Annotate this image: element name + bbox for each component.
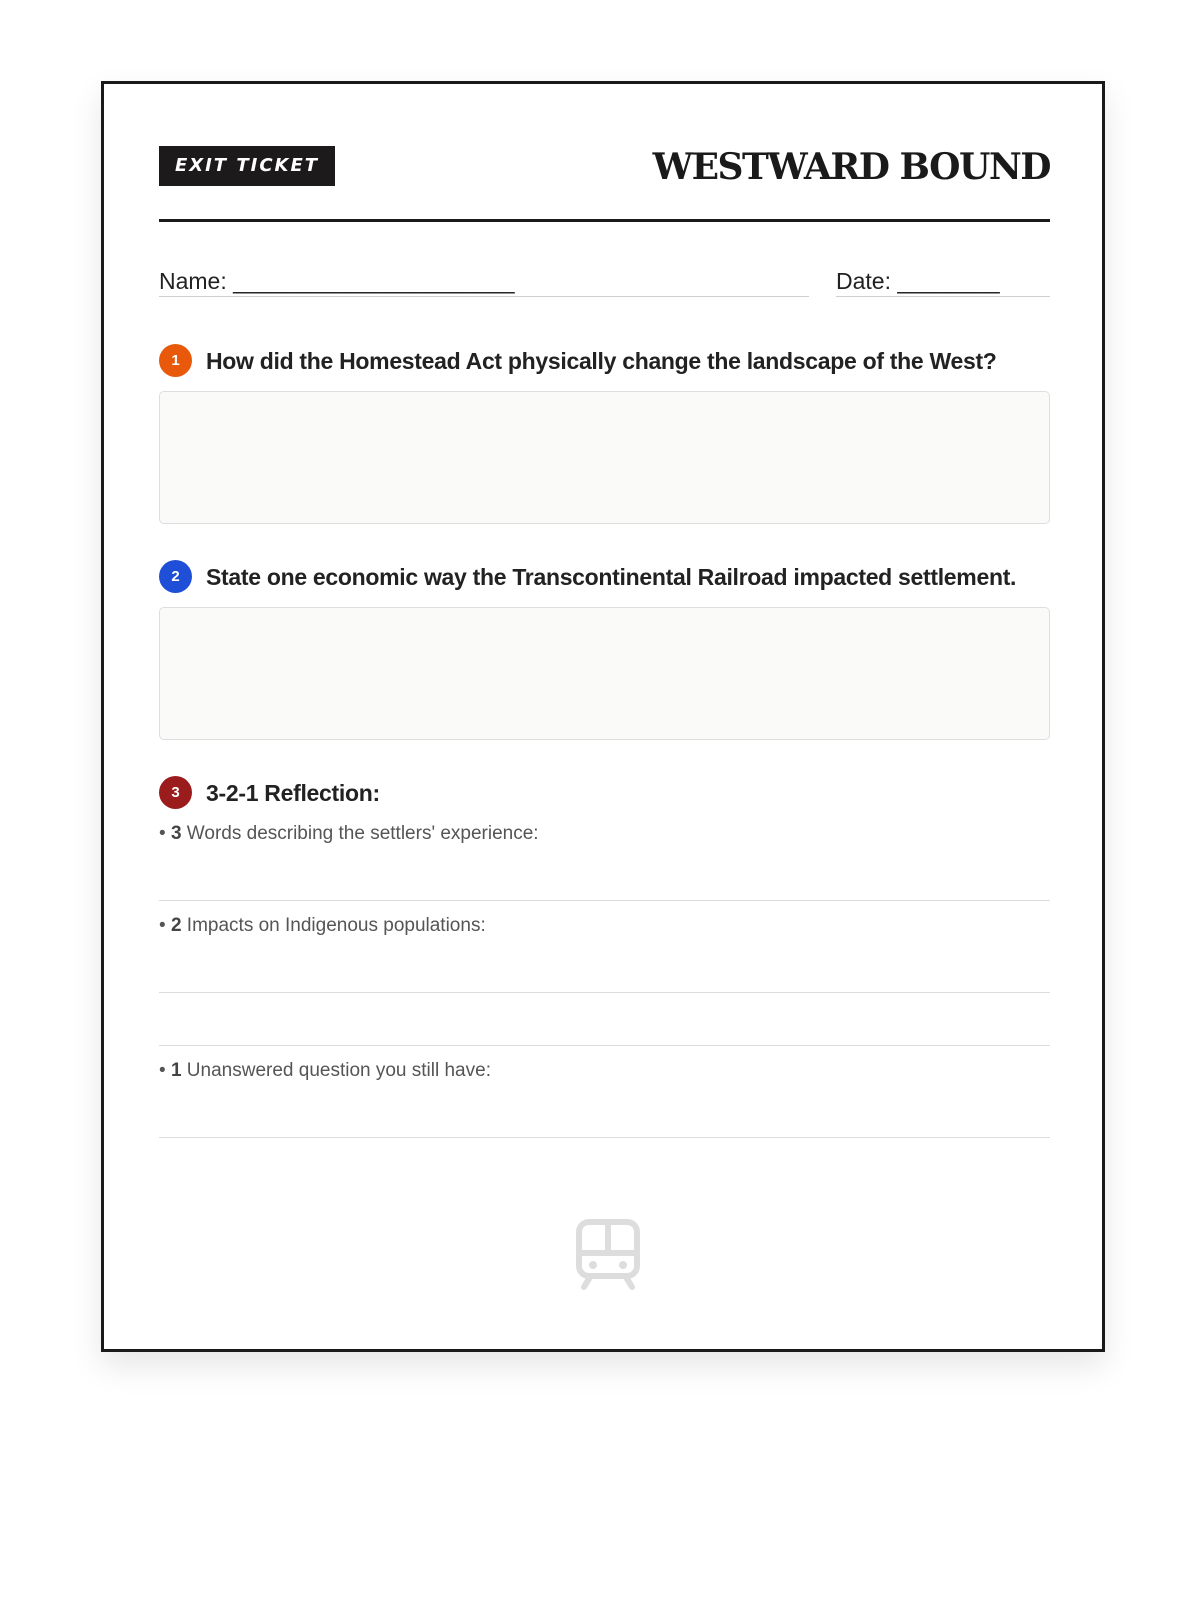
bullet: • <box>159 915 166 936</box>
header <box>159 146 1050 196</box>
page-title: WESTWARD BOUND <box>652 146 1050 188</box>
reflection-text: Unanswered question you still have: <box>186 1060 491 1081</box>
reflection-count: 3 <box>170 823 182 844</box>
question-number-badge: 3 <box>159 776 192 809</box>
answer-line[interactable] <box>159 900 1050 901</box>
answer-box-2[interactable] <box>159 607 1050 740</box>
reflection-text: Impacts on Indigenous populations: <box>186 915 486 936</box>
bullet: • <box>159 823 166 844</box>
question-number-badge: 1 <box>159 344 192 377</box>
answer-box-1[interactable] <box>159 391 1050 524</box>
answer-line[interactable] <box>159 1137 1050 1138</box>
question-3 <box>159 776 1050 810</box>
reflection-prompt-3 <box>159 820 1050 848</box>
answer-line[interactable] <box>159 1045 1050 1046</box>
reflection-count: 1 <box>170 1060 182 1081</box>
bullet: • <box>159 1060 166 1081</box>
question-text: 3-2-1 Reflection: <box>206 780 380 806</box>
reflection-count: 2 <box>170 915 182 936</box>
reflection-text: Words describing the settlers' experience: <box>186 823 539 844</box>
exit-ticket-badge: EXIT TICKET <box>159 146 335 186</box>
question-text: State one economic way the Transcontinental Railroad impacted settlement. <box>206 564 1017 590</box>
date-field[interactable]: Date: ________ <box>836 264 1050 297</box>
sheet-content <box>159 84 1050 1349</box>
question-1 <box>159 344 1050 378</box>
exit-ticket-sheet <box>101 81 1105 1352</box>
reflection-prompt-2 <box>159 912 1050 940</box>
train-icon <box>576 1219 640 1291</box>
answer-line[interactable] <box>159 992 1050 993</box>
name-field[interactable]: Name: ______________________ <box>159 264 809 297</box>
reflection-prompt-1 <box>159 1057 1050 1085</box>
question-2 <box>159 560 1050 594</box>
question-text: How did the Homestead Act physically change the landscape of the West? <box>206 348 997 374</box>
header-divider <box>159 219 1050 222</box>
question-number-badge: 2 <box>159 560 192 593</box>
